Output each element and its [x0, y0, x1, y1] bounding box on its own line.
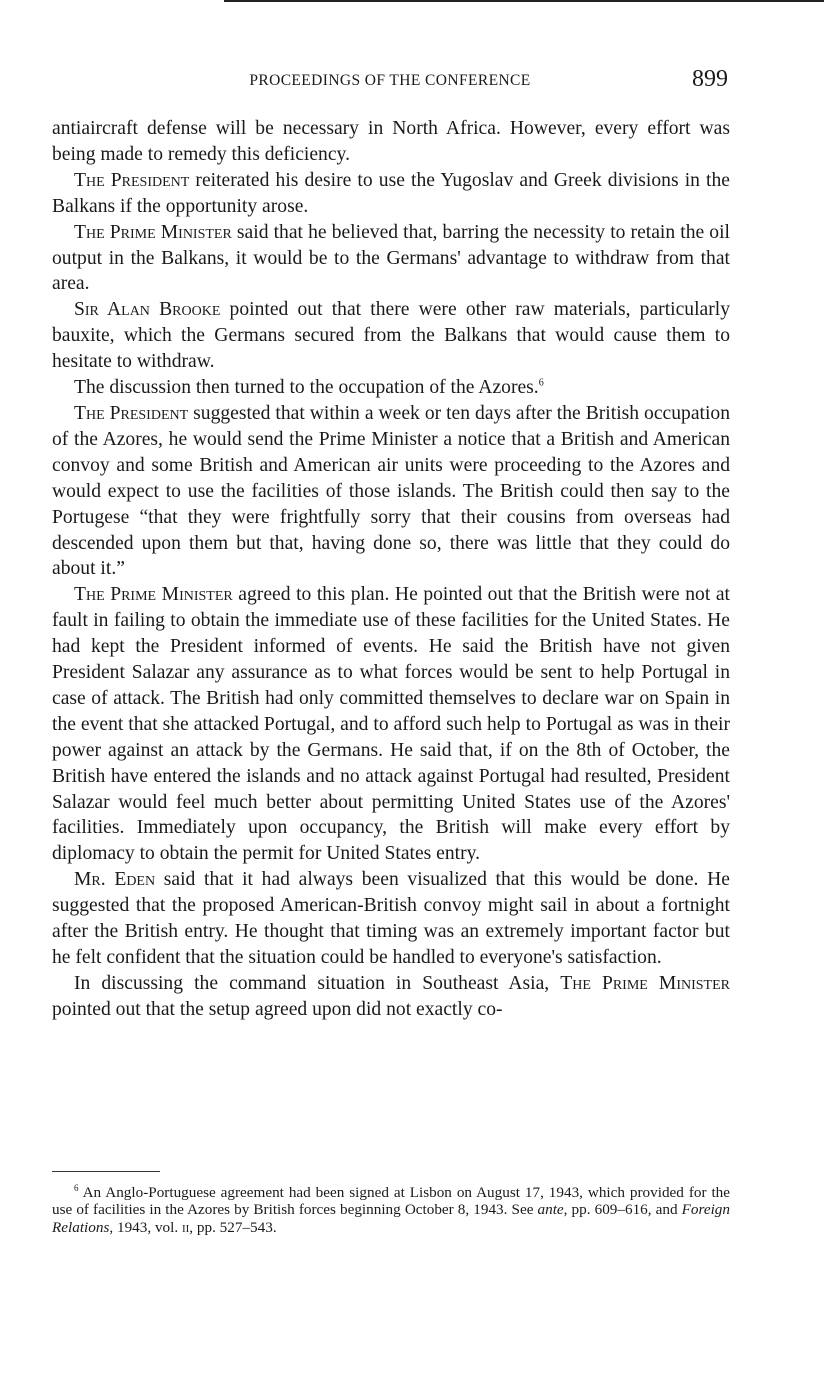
paragraph-text: said that it had always been visualized that this would be done. He suggested that the proposed American-British convoy might sail in about a fortnight after the British entry. He thought that timing was an extremely important factor but he felt confident that the situation could be handled to everyone's satisfaction.	[52, 869, 730, 968]
footnote-segment: An Anglo-Portuguese agreement had been signed at Lisbon on August 17, 1943, which provided for the use of facilities in the Azores by British forces beginning October 8, 1943. See	[52, 1184, 730, 1219]
paragraph-7	[52, 582, 730, 867]
footnote-source-title: Foreign Relations	[52, 1201, 730, 1236]
footnote-volume: ii	[181, 1218, 190, 1236]
top-edge-rule	[224, 0, 824, 2]
footnote-text	[52, 1184, 730, 1236]
footnote	[52, 1184, 730, 1236]
paragraph-5	[52, 375, 730, 401]
page-header	[52, 66, 728, 98]
paragraph-6	[52, 401, 730, 582]
speaker-name: The President	[74, 402, 189, 424]
paragraph-1: antiaircraft defense will be necessary in North Africa. However, every effort was being made to remedy this deficiency.	[52, 118, 730, 165]
paragraph-text: reiterated his desire to use the Yugoslav and Greek divisions in the Balkans if the opportunity arose.	[52, 169, 730, 217]
footnote-ante: ante	[537, 1201, 564, 1219]
footnote-segment: , pp. 527–543.	[189, 1218, 277, 1236]
paragraph-text: pointed out that there were other raw materials, particularly bauxite, which the Germans secured from the Balkans that would cause them to hesitate to withdraw.	[52, 299, 730, 373]
speaker-name: The Prime Minister	[560, 972, 730, 994]
paragraph-text: The discussion then turned to the occupation of the Azores.	[74, 377, 539, 399]
running-title: PROCEEDINGS OF THE CONFERENCE	[249, 72, 531, 89]
body-text	[52, 116, 730, 1023]
paragraph-text: agreed to this plan. He pointed out that the British were not at fault in failing to obtain the immediate use of these facilities for the United States. He had kept the President informed of events. He said the British have not given President Salazar any assurance as to what forces would be sent to help Portugal in case of attack. The British had only committed themselves to declare war on Spain in the event that she attacked Portugal, and to afford such help to Portugal as was in their power against an attack by the Germans. He said that, if on the 8th of October, the British have entered the islands and no attack against Portugal had resulted, President Salazar would feel much better about permitting United States use of the Azores' facilities. Immediately upon occupancy, the British will make every effort by diplomacy to obtain the permit for United States entry.	[52, 584, 730, 865]
speaker-name: The Prime Minister	[74, 584, 233, 606]
footnote-reference[interactable]: 6	[538, 377, 544, 389]
footnote-marker: 6	[74, 1182, 79, 1193]
paragraph-text: In discussing the command situation in Southeast Asia,	[74, 972, 561, 994]
paragraph-3	[52, 220, 730, 298]
paragraph-8	[52, 867, 730, 971]
paragraph-9	[52, 971, 730, 1023]
speaker-name: Sir Alan Brooke	[74, 299, 221, 321]
footnote-separator	[52, 1171, 160, 1172]
paragraph-text: pointed out that the setup agreed upon did not exactly co-	[52, 998, 503, 1020]
footnote-segment: , pp. 609–616, and	[563, 1201, 682, 1219]
paragraph-text: suggested that within a week or ten days after the British occupation of the Azores, he would send the Prime Minister a notice that a British and American convoy and some British and American air units were proceeding to the Azores and would expect to use the facilities of those islands. The British could then say to the Portugese “that they were frightfully sorry that their cousins from overseas had descended upon them but that, having done so, there was little that they could do about it.”	[52, 402, 730, 580]
speaker-name: The President	[74, 169, 190, 191]
footnote-segment: , 1943, vol.	[109, 1218, 182, 1236]
page-number: 899	[692, 66, 728, 92]
paragraph-text: said that he believed that, barring the necessity to retain the oil output in the Balkans, it would be to the Germans' advantage to withdraw from that area.	[52, 221, 730, 295]
paragraph-2	[52, 168, 730, 220]
speaker-name: Mr. Eden	[74, 869, 156, 891]
speaker-name: The Prime Minister	[74, 221, 232, 243]
paragraph-4	[52, 297, 730, 375]
